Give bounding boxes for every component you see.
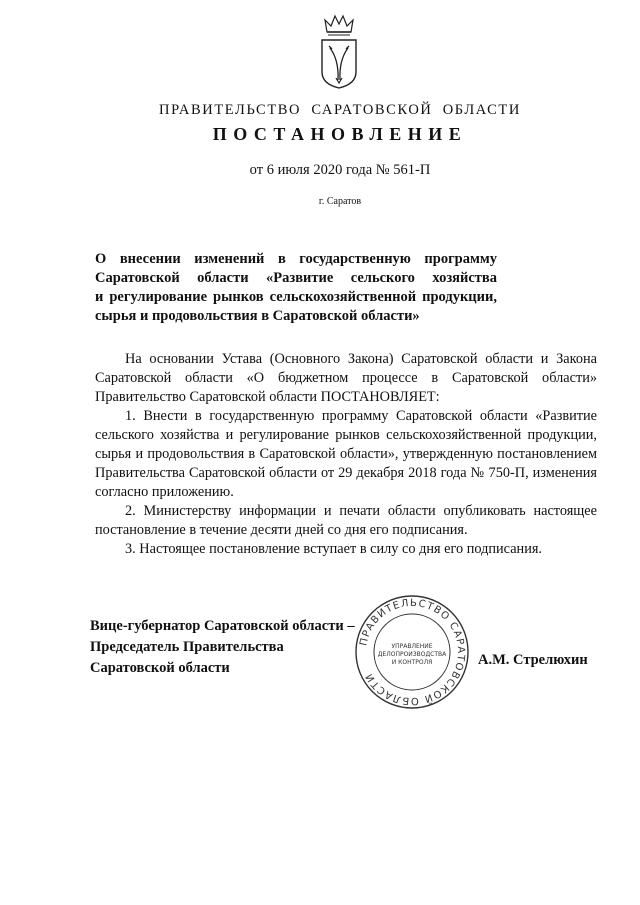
- svg-text:И КОНТРОЛЯ: И КОНТРОЛЯ: [391, 659, 433, 666]
- signatory-line: Вице-губернатор Саратовской области –: [90, 618, 355, 634]
- subject-line: сырья и продовольствия в Саратовской области»: [95, 308, 420, 324]
- svg-text:УПРАВЛЕНИЕ: УПРАВЛЕНИЕ: [391, 643, 433, 650]
- document-date-number: от 6 июля 2020 года № 561-П: [249, 162, 431, 178]
- signatory-line: Председатель Правительства: [90, 639, 284, 655]
- clause-3: 3. Настоящее постановление вступает в силу со дня его подписания.: [125, 541, 542, 557]
- signatory-position: [90, 616, 355, 679]
- subject-line: и регулирование рынков сельскохозяйственной продукции,: [95, 289, 497, 305]
- clause-2: 2. Министерству информации и печати области опубликовать настоящее постановление в течение десяти дней со дня его подписания.: [95, 503, 597, 538]
- saratov-coat-of-arms-icon: [319, 14, 359, 90]
- subject-line: О внесении изменений в государственную программу: [95, 251, 497, 267]
- government-title: ПРАВИТЕЛЬСТВО САРАТОВСКОЙ ОБЛАСТИ: [159, 102, 521, 118]
- signatory-name: А.М. Стрелюхин: [478, 652, 588, 668]
- document-city: г. Саратов: [318, 196, 362, 207]
- subject-line: Саратовской области «Развитие сельского хозяйства: [95, 270, 497, 286]
- clause-1: 1. Внести в государственную программу Саратовской области «Развитие сельского хозяйства и регулирование рынков сельскохозяйственной продукции, сырья и продовольствия в Саратовской области», утвержденную постановлением Правительства Саратовской области от 29 декабря 2018 года № 750-П, изменения согласно приложению.: [95, 408, 597, 500]
- svg-text:ПРАВИТЕЛЬСТВО САРАТОВСКОЙ ОБЛА: ПРАВИТЕЛЬСТВО САРАТОВСКОЙ ОБЛАСТИ: [358, 597, 467, 707]
- signatory-line: Саратовской области: [90, 660, 230, 676]
- document-type: ПОСТАНОВЛЕНИЕ: [212, 124, 468, 144]
- preamble-paragraph: На основании Устава (Основного Закона) Саратовской области и Закона Саратовской области «О бюджетном процессе в Саратовской области» Правительство Саратовской области ПОСТАНОВЛЯЕТ:: [95, 351, 597, 405]
- document-subject: [95, 250, 497, 326]
- svg-text:ДЕЛОПРОИЗВОДСТВА: ДЕЛОПРОИЗВОДСТВА: [377, 651, 447, 658]
- document-body: [95, 350, 597, 559]
- official-seal: [352, 592, 472, 712]
